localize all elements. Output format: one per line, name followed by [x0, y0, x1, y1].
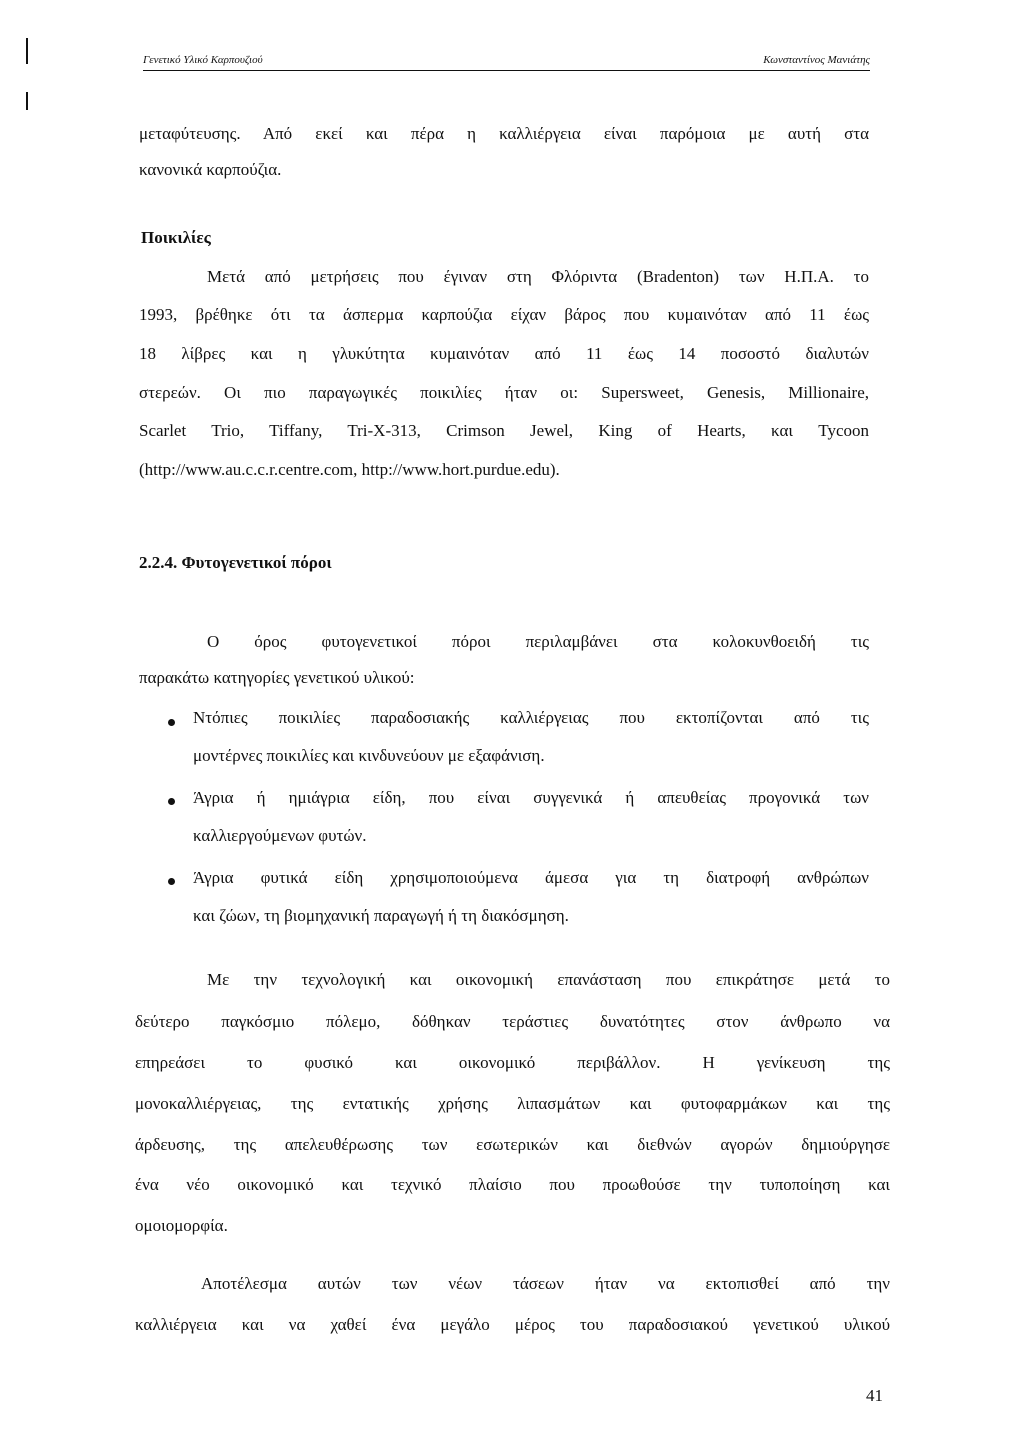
body-line: ένα νέο οικονομικό και τεχνικό πλαίσιο που προωθούσε την τυποποίηση και: [135, 1175, 890, 1194]
body-line: άρδευσης, της απελευθέρωσης των εσωτερικών και διεθνών αγορών δημιούργησε: [135, 1135, 890, 1154]
body-line: Ο όρος φυτογενετικοί πόροι περιλαμβάνει στα κολοκυνθοειδή τις: [207, 632, 869, 651]
body-line: Μετά από μετρήσεις που έγιναν στη Φλόριντα (Bradenton) των Η.Π.Α. το: [207, 267, 869, 286]
body-line-links: (http://www.au.c.c.r.centre.com, http://www.hort.purdue.edu).: [139, 460, 560, 479]
scan-edge-mark-top: [26, 38, 28, 64]
section-title: Φυτογενετικοί πόροι: [181, 553, 332, 572]
bullet-marker: [168, 798, 175, 805]
running-header: [143, 52, 870, 71]
bullet-line: μοντέρνες ποικιλίες και κινδυνεύουν με εξαφάνιση.: [193, 746, 545, 765]
body-line: παρακάτω κατηγορίες γενετικού υλικού:: [139, 668, 415, 687]
header-author: Κωνσταντίνος Μανιάτης: [763, 54, 870, 66]
scan-edge-mark-bottom: [26, 92, 28, 110]
bullet-line: και ζώων, τη βιομηχανική παραγωγή ή τη διακόσμηση.: [193, 906, 569, 925]
body-line: μονοκαλλιέργειας, της εντατικής χρήσης λιπασμάτων και φυτοφαρμάκων και της: [135, 1094, 890, 1113]
body-line: Με την τεχνολογική και οικονομική επανάσταση που επικράτησε μετά το: [207, 970, 890, 989]
bullet-marker: [168, 719, 175, 726]
body-line: μεταφύτευσης. Από εκεί και πέρα η καλλιέργεια είναι παρόμοια με αυτή στα: [139, 124, 869, 143]
bullet-marker: [168, 878, 175, 885]
bullet-line: Άγρια ή ημιάγρια είδη, που είναι συγγενικά ή απευθείας προγονικά των: [193, 788, 869, 807]
section-heading-varieties: Ποικιλίες: [141, 228, 211, 247]
body-line: 18 λίβρες και η γλυκύτητα κυμαινόταν από 11 έως 14 ποσοστό διαλυτών: [139, 344, 869, 363]
body-line: καλλιέργεια και να χαθεί ένα μεγάλο μέρος του παραδοσιακού γενετικού υλικού: [135, 1315, 890, 1334]
section-number: 2.2.4.: [139, 553, 178, 572]
body-line: Scarlet Trio, Tiffany, Tri-X-313, Crimson Jewel, King of Hearts, και Tycoon: [139, 421, 869, 440]
page-number: 41: [866, 1386, 883, 1405]
body-line: επηρεάσει το φυσικό και οικονομικό περιβάλλον. Η γενίκευση της: [135, 1053, 890, 1072]
body-line: ομοιομορφία.: [135, 1216, 228, 1235]
body-line: δεύτερο παγκόσμιο πόλεμο, δόθηκαν τεράστιες δυνατότητες στον άνθρωπο να: [135, 1012, 890, 1031]
header-left-title: Γενετικό Υλικό Καρπουζιού: [143, 54, 263, 66]
body-line: Αποτέλεσμα αυτών των νέων τάσεων ήταν να εκτοπισθεί από την: [201, 1274, 890, 1293]
bullet-line: καλλιεργούμενων φυτών.: [193, 826, 367, 845]
body-line: κανονικά καρπούζια.: [139, 160, 282, 179]
body-line: 1993, βρέθηκε ότι τα άσπερμα καρπούζια είχαν βάρος που κυμαινόταν από 11 έως: [139, 305, 869, 324]
body-line: στερεών. Οι πιο παραγωγικές ποικιλίες ήταν οι: Supersweet, Genesis, Millionaire,: [139, 383, 869, 402]
bullet-line: Άγρια φυτικά είδη χρησιμοποιούμενα άμεσα για τη διατροφή ανθρώπων: [193, 868, 869, 887]
section-heading: [139, 553, 332, 573]
bullet-line: Ντόπιες ποικιλίες παραδοσιακής καλλιέργειας που εκτοπίζονται από τις: [193, 708, 869, 727]
